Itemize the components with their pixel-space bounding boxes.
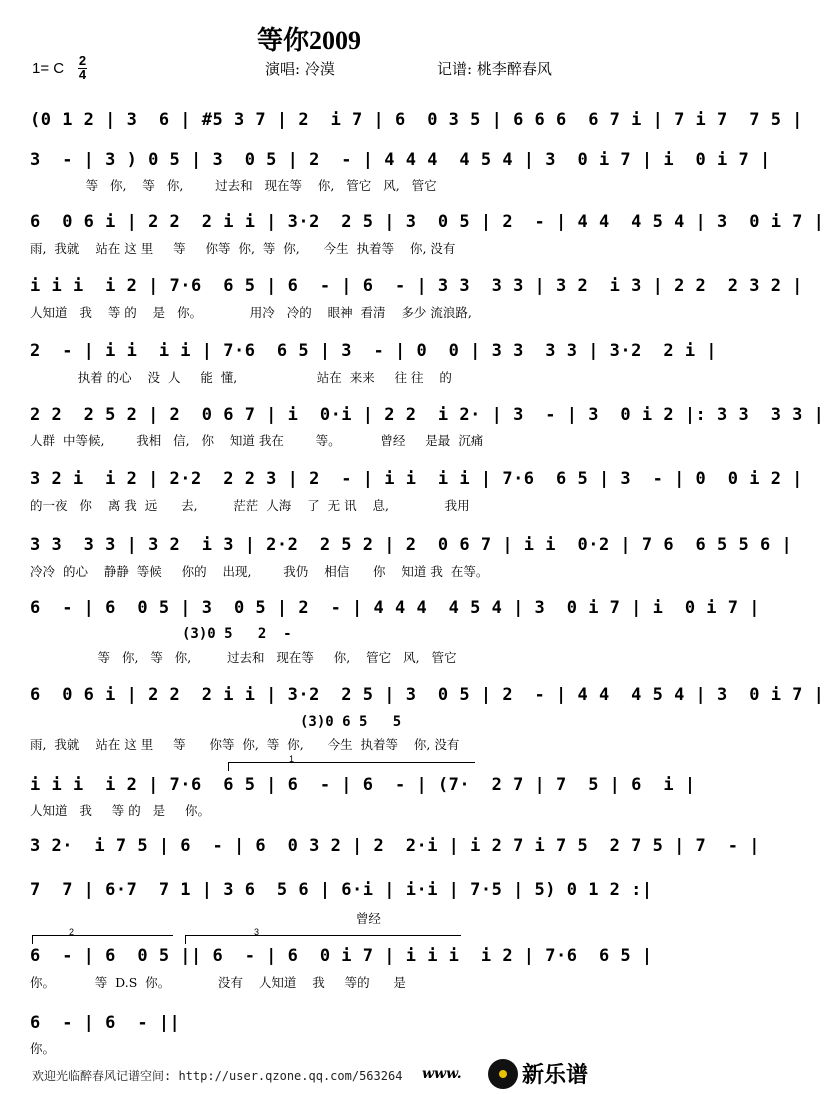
lyric-line: 雨, 我就 站在 这 里 等 你等 你, 等 你, 今生 执着等 你, 没有 — [30, 241, 456, 256]
lyric-line: 执着 的心 没 人 能 懂, 站在 来来 往 往 的 — [30, 370, 452, 385]
notation-line: 3 2· i 7 5 | 6 - | 6 0 3 2 | 2 2·i | i 2 7 i 7 5 2 7 5 | 7 - | — [30, 836, 760, 856]
meter-top: 2 — [78, 53, 87, 68]
key-signature: 1= C — [32, 60, 65, 77]
notation-line: 6 - | 6 0 5 | 3 0 5 | 2 - | 4 4 4 4 5 4 | 3 0 i 7 | i 0 i 7 | — [30, 598, 760, 618]
lyric-line: 人知道 我 等 的 是 你。 — [30, 803, 211, 818]
notation-line: 2 - | i i i i | 7·6 6 5 | 3 - | 0 0 | 3 3 3 3 | 3·2 2 i | — [30, 341, 718, 361]
transcriber-credit: 记谱: 桃李醉春风 — [437, 60, 552, 78]
singer-credit: 演唱: 冷漠 — [265, 60, 335, 78]
lyric-line: 你。 等 D.S 你。 没有 人知道 我 等的 是 — [30, 975, 406, 990]
volta-bracket: 1 — [228, 762, 475, 771]
notation-line: 6 - | 6 - || — [30, 1013, 181, 1033]
lyric-line: 等 你, 等 你, 过去和 现在等 你, 管它 风, 管它 — [30, 178, 437, 193]
notation-line: 6 0 6 i | 2 2 2 i i | 3·2 2 5 | 3 0 5 | 2 - | 4 4 4 5 4 | 3 0 i 7 | — [30, 212, 824, 232]
time-signature — [78, 55, 87, 81]
song-title: 等你2009 — [256, 26, 361, 55]
notation-line: (0 1 2 | 3 6 | #5 3 7 | 2 i 7 | 6 0 3 5 | 6 6 6 6 7 i | 7 i 7 7 5 | — [30, 110, 803, 130]
logo-text: 新乐谱 — [522, 1063, 589, 1088]
lyric-line: 冷冷 的心 静静 等候 你的 出现, 我仍 相信 你 知道 我 在等。 — [30, 564, 489, 579]
vinyl-disc-icon — [488, 1059, 518, 1089]
notation-line: 6 - | 6 0 5 || 6 - | 6 0 i 7 | i i i i 2 | 7·6 6 5 | — [30, 946, 653, 966]
notation-line: 3 3 3 3 | 3 2 i 3 | 2·2 2 5 2 | 2 0 6 7 | i i 0·2 | 7 6 6 5 5 6 | — [30, 535, 793, 555]
notation-line: 7 7 | 6·7 7 1 | 3 6 5 6 | 6·i | i·i | 7·5 | 5) 0 1 2 :| — [30, 880, 653, 900]
lyric-line: 人知道 我 等 的 是 你。 用冷 冷的 眼神 看清 多少 流浪路, — [30, 305, 472, 320]
notation-line: 3 2 i i 2 | 2·2 2 2 3 | 2 - | i i i i | 7·6 6 5 | 3 - | 0 0 i 2 | — [30, 469, 803, 489]
watermark-www: www. — [422, 1066, 462, 1082]
volta-bracket: 2 — [32, 935, 173, 944]
lyric-line: 你。 — [30, 1041, 56, 1056]
lyric-line: 雨, 我就 站在 这 里 等 你等 你, 等 你, 今生 执着等 你, 没有 — [30, 737, 460, 752]
alternate-ending-line: (3)0 5 2 - — [182, 626, 292, 642]
notation-line: i i i i 2 | 7·6 6 5 | 6 - | 6 - | (7· 2 7 | 7 5 | 6 i | — [30, 775, 696, 795]
lyric-line: 曾经 — [30, 911, 381, 926]
site-logo — [488, 1058, 588, 1089]
lyric-line: 的一夜 你 离 我 远 去, 茫茫 人海 了 无 讯 息, 我用 — [30, 498, 470, 513]
alternate-ending-line: (3)0 6 5 5 — [300, 714, 402, 730]
lyric-line: 等 你, 等 你, 过去和 现在等 你, 管它 风, 管它 — [30, 650, 457, 665]
notation-line: 6 0 6 i | 2 2 2 i i | 3·2 2 5 | 3 0 5 | 2 - | 4 4 4 5 4 | 3 0 i 7 | — [30, 685, 824, 705]
notation-line: 3 - | 3 ) 0 5 | 3 0 5 | 2 - | 4 4 4 4 5 4 | 3 0 i 7 | i 0 i 7 | — [30, 150, 771, 170]
notation-line: 2 2 2 5 2 | 2 0 6 7 | i 0·i | 2 2 i 2· | 3 - | 3 0 i 2 |: 3 3 3 3 | — [30, 405, 824, 425]
volta-bracket: 3 — [185, 935, 461, 944]
lyric-line: 人群 中等候, 我相 信, 你 知道 我在 等。 曾经 是最 沉痛 — [30, 433, 484, 448]
footer-url-text[interactable]: 欢迎光临醉春风记谱空间: http://user.qzone.qq.com/563264 — [32, 1069, 403, 1083]
notation-line: i i i i 2 | 7·6 6 5 | 6 - | 6 - | 3 3 3 3 | 3 2 i 3 | 2 2 2 3 2 | — [30, 276, 803, 296]
meter-bottom: 4 — [78, 67, 87, 82]
